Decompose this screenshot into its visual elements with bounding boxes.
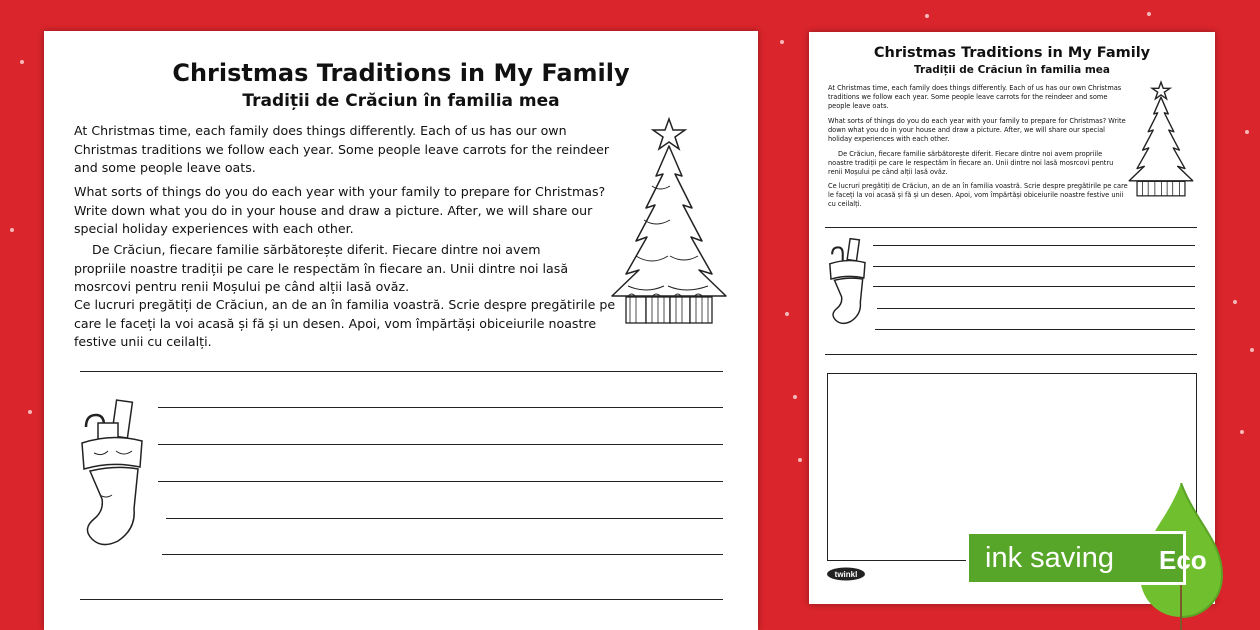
instructions-paragraph-ro: Ce lucruri pregătiți de Crăciun, an de an în familia voastră. Scrie despre pregătirile pe care le faceți la voi acasă și fă și un desen. Apoi, vom împărtăși obiceiurile noastre festive unii cu ceilalți. bbox=[828, 182, 1128, 209]
writing-line bbox=[158, 407, 723, 408]
logo-text: twinkl bbox=[834, 570, 858, 579]
sparkle bbox=[28, 410, 32, 414]
sparkle bbox=[1250, 348, 1254, 352]
christmas-tree-icon bbox=[608, 116, 730, 326]
sparkle bbox=[1240, 430, 1244, 434]
writing-line bbox=[873, 266, 1195, 267]
instructions-paragraph-ro: Ce lucruri pregătiți de Crăciun, an de an în familia voastră. Scrie despre pregătirile pe care le faceți la voi acasă și fă și un desen. Apoi, vom împărtăși obiceiurile noastre festive unii cu ceilalți. bbox=[74, 297, 616, 349]
stocking-icon bbox=[825, 238, 871, 326]
worksheet-title: Christmas Traditions in My Family bbox=[172, 59, 630, 87]
sparkle bbox=[1147, 12, 1151, 16]
writing-line bbox=[166, 518, 723, 519]
worksheet-subtitle: Tradiții de Crăciun în familia mea bbox=[914, 64, 1110, 76]
writing-line bbox=[158, 481, 723, 482]
sparkle bbox=[798, 458, 802, 462]
writing-line bbox=[825, 354, 1197, 355]
christmas-tree-icon bbox=[1127, 79, 1195, 199]
sparkle bbox=[1245, 130, 1249, 134]
writing-line bbox=[80, 371, 723, 372]
sparkle bbox=[1233, 300, 1237, 304]
stocking-icon bbox=[74, 399, 152, 549]
writing-line bbox=[873, 245, 1195, 246]
sparkle bbox=[785, 312, 789, 316]
worksheet-page-large bbox=[44, 31, 758, 630]
writing-line bbox=[873, 286, 1195, 287]
worksheet-subtitle: Tradiții de Crăciun în familia mea bbox=[242, 91, 560, 111]
intro-paragraph-en: At Christmas time, each family does things differently. Each of us has our own Christmas traditions we follow each year. Some people leave carrots for the reindeer and some people leave oats. bbox=[828, 84, 1122, 111]
twinkl-logo bbox=[826, 567, 866, 581]
writing-line bbox=[80, 599, 723, 600]
intro-paragraph-en: At Christmas time, each family does things differently. Each of us has our own Christmas traditions we follow each year. Some people leave carrots for the reindeer and some people leave oats. bbox=[74, 123, 610, 175]
intro-paragraph-ro: De Crăciun, fiecare familie sărbătorește diferit. Fiecare dintre noi avem propriile noastre tradiții pe care le respectăm în fiecare an. Unii dintre noi lasă mosrcovi pentru renii Moșului pe când alții lasă ovăz. bbox=[74, 242, 569, 294]
sparkle bbox=[793, 395, 797, 399]
worksheet-title: Christmas Traditions in My Family bbox=[873, 45, 1151, 61]
sparkle bbox=[10, 228, 14, 232]
writing-line bbox=[158, 444, 723, 445]
sparkle bbox=[780, 40, 784, 44]
writing-line bbox=[875, 329, 1195, 330]
ink-saving-eco-badge bbox=[966, 483, 1260, 630]
sparkle bbox=[20, 60, 24, 64]
writing-line bbox=[877, 308, 1195, 309]
instructions-paragraph-en: What sorts of things do you do each year with your family to prepare for Christmas? Write down what you do in your house and draw a picture. After, we will share our special holiday experiences with each other. bbox=[74, 184, 606, 236]
intro-paragraph-ro: De Crăciun, fiecare familie sărbătorește diferit. Fiecare dintre noi avem propriile noastre tradiții pe care le respectăm în fiecare an. Unii dintre noi lasă mosrcovi pentru renii Moșului pe când alții lasă ovăz. bbox=[828, 150, 1114, 177]
eco-label: Eco bbox=[1159, 545, 1207, 575]
writing-line bbox=[162, 554, 723, 555]
writing-line bbox=[825, 227, 1197, 228]
ink-saving-label: ink saving bbox=[966, 531, 1186, 585]
sparkle bbox=[925, 14, 929, 18]
instructions-paragraph-en: What sorts of things do you do each year with your family to prepare for Christmas? Write down what you do in your house and draw a picture. After, we will share our special holiday experiences with each other. bbox=[828, 117, 1126, 144]
